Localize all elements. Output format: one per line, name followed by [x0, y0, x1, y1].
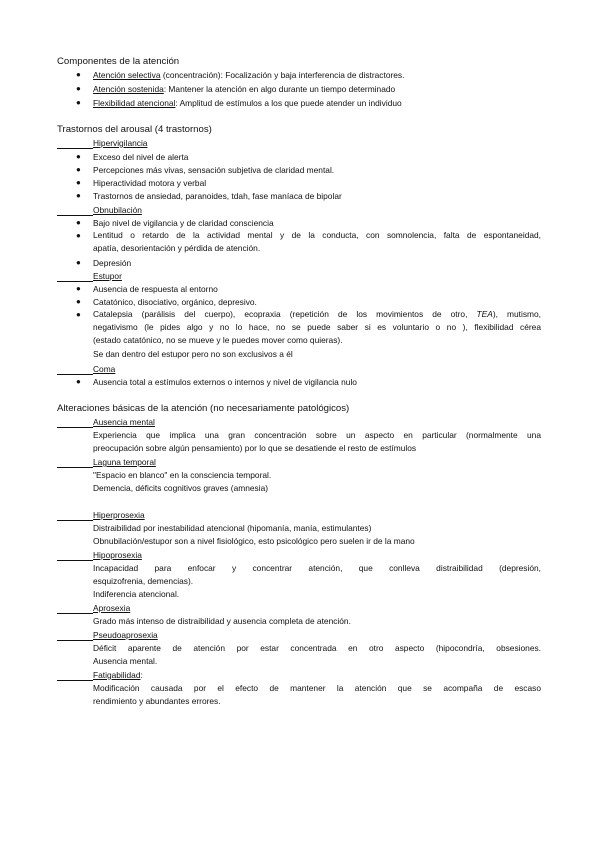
- paragraph: "Espacio en blanco" en la consciencia temporal. Demencia, déficits cognitivos graves (amnesia): [93, 470, 272, 494]
- list-item: Catatónico, disociativo, orgánico, depresivo.: [93, 297, 257, 307]
- bullet: ●: [76, 377, 81, 386]
- list-item: [93, 83, 395, 95]
- subheading-hiperprosexia: Hiperprosexia: [57, 509, 145, 521]
- definition: : Mantener la atención en algo durante un tiempo determinado: [163, 84, 396, 94]
- bullet: ●: [76, 284, 81, 293]
- list-item: Exceso del nivel de alerta: [93, 152, 189, 162]
- subheading-hipervigilancia: Hipervigilancia: [57, 137, 147, 149]
- note: Se dan dentro del estupor pero no son exclusivos a él: [93, 348, 293, 359]
- bullet: ●: [76, 231, 81, 240]
- bullet: ●: [76, 152, 81, 161]
- list-item: Depresión: [93, 258, 132, 268]
- term: Atención selectiva: [93, 70, 161, 80]
- section-heading-alteraciones: Alteraciones básicas de la atención (no necesariamente patológicos): [57, 403, 350, 414]
- paragraph: Modificación causada por el efecto de mantener la atención que se acompaña de escaso rendimiento y abundantes errores.: [93, 683, 541, 707]
- subheading-pseudoaprosexia: Pseudoaprosexia: [57, 629, 158, 641]
- subheading-estupor: Estupor: [57, 270, 122, 282]
- list-item: [93, 97, 402, 109]
- list-item: Percepciones más vivas, sensación subjetiva de claridad mental.: [93, 165, 335, 175]
- bullet: ●: [76, 98, 81, 107]
- paragraph: Experiencia que implica una gran concentración sobre un aspecto en particular (normalmente una preocupación sobre algún pensamiento) por lo que se desatiende el resto de estímulos: [93, 430, 541, 454]
- bullet: ●: [76, 310, 81, 319]
- list-item: [93, 69, 404, 81]
- paragraph: Grado más intenso de distraibilidad y ausencia completa de atención.: [93, 616, 351, 626]
- bullet: ●: [76, 258, 81, 267]
- subheading-aprosexia: Aprosexia: [57, 602, 130, 614]
- bullet: ●: [76, 165, 81, 174]
- subheading-coma: Coma: [57, 363, 115, 375]
- bullet: ●: [76, 191, 81, 200]
- paragraph: Incapacidad para enfocar y concentrar atención, que conlleva distraibilidad (depresión, esquizofrenia, demencias). Indiferencia atencional.: [93, 563, 541, 600]
- bullet: ●: [76, 70, 81, 79]
- bullet: ●: [76, 84, 81, 93]
- subheading-obnubilacion: Obnubilación: [57, 204, 142, 216]
- term: Flexibilidad atencional: [93, 98, 176, 108]
- definition: (concentración): Focalización y baja interferencia de distractores.: [160, 70, 405, 80]
- list-item: Hiperactividad motora y verbal: [93, 178, 207, 188]
- subheading-hipoprosexia: Hipoprosexia: [57, 549, 142, 561]
- list-item: Bajo nivel de vigilancia y de claridad consciencia: [93, 218, 274, 228]
- bullet: ●: [76, 218, 81, 227]
- paragraph: Distraibilidad por inestabilidad atencional (hipomanía, manía, estimulantes) Obnubilación/estupor son a nivel fisiológico, esto psicológico pero suelen ir de la mano: [93, 523, 415, 547]
- term: Atención sostenida: [93, 84, 164, 94]
- section-heading-componentes: Componentes de la atención: [57, 56, 180, 67]
- list-item: Lentitud o retardo de la actividad mental y de la conducta, con somnolencia, falta de espontaneidad, apatía, desorientación y pérdida de atención.: [93, 230, 541, 254]
- list-item: Ausencia de respuesta al entorno: [93, 284, 218, 294]
- bullet: ●: [76, 178, 81, 187]
- section-heading-arousal: Trastornos del arousal (4 trastornos): [57, 124, 212, 135]
- subheading-laguna-temporal: Laguna temporal: [57, 456, 156, 468]
- subheading-ausencia-mental: Ausencia mental: [57, 416, 155, 428]
- list-item: Trastornos de ansiedad, paranoides, tdah, fase maníaca de bipolar: [93, 191, 342, 201]
- list-item: Ausencia total a estímulos externos o internos y nivel de vigilancia nulo: [93, 377, 357, 387]
- paragraph: Déficit aparente de atención por estar concentrada en otro aspecto (hipocondría, obsesiones. Ausencia mental.: [93, 643, 541, 667]
- subheading-fatigabilidad: Fatigabilidad:: [57, 669, 143, 681]
- definition: : Amplitud de estímulos a los que puede atender un individuo: [175, 98, 402, 108]
- bullet: ●: [76, 297, 81, 306]
- list-item: Catalepsia (parálisis del cuerpo), ecopraxia (repetición de los movimientos de otro, TEA), mutismo, negativismo (le pides algo y no lo hace, no se puede saber si es voluntario o no ), flexibilidad cérea (estado catatónico, no se mueve y le puedes mover como quieras). Se dan dentro del estupor pero no son exclusivos a él: [93, 308, 541, 361]
